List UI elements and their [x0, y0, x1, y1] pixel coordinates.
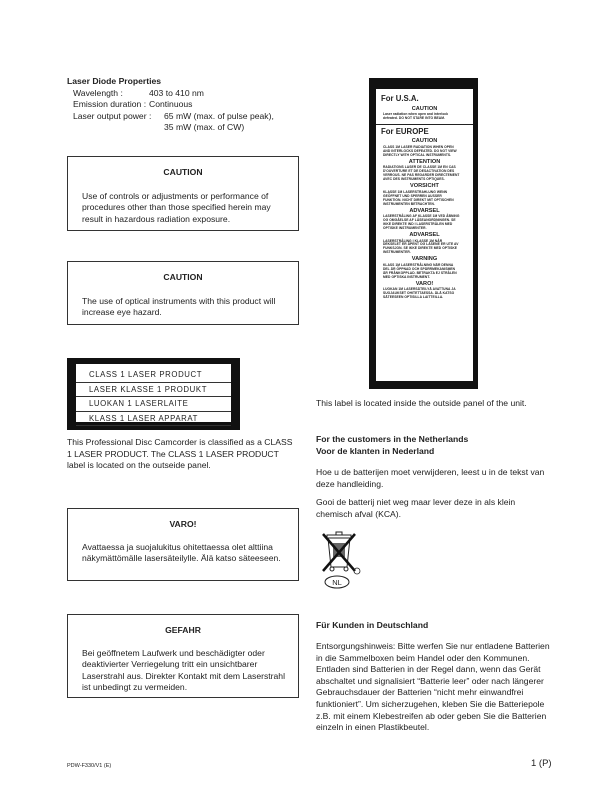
- eu-section-title: ATTENTION: [408, 158, 441, 165]
- netherlands-title-en: For the customers in the Netherlands: [316, 434, 469, 444]
- eu-section-text: LUOKAN 1M LASERSÄTEILYÄ AVATTUNA JA SUOJAUKSET OHITETTAESSA. ÄLÄ KATSO SÄTEESEEN OPTISILLA LAITTEILLA.: [383, 287, 456, 300]
- laser-properties-title: Laser Diode Properties: [67, 76, 162, 86]
- varo-title: VARO!: [169, 519, 197, 529]
- doc-code: PDW-F330/V1 (E): [67, 763, 112, 769]
- caution-title: CAUTION: [163, 167, 203, 177]
- label-location-text: This label is located inside the outside panel of the unit.: [316, 398, 527, 408]
- eu-section-text: KLASSE 1M LASERSTRAHLUNG WENN GEÖFFNET UND SPERREN AUSSER FUNKTION. NICHT DIREKT MIT OPTISCHEN INSTRUMENTEN BETRACHTEN.: [383, 189, 454, 206]
- laser-property-value: Continuous: [149, 99, 193, 110]
- caution-box-controls: [67, 156, 299, 231]
- netherlands-para-2: Gooi de batterij niet weg maar lever deze in als klein chemisch afval (KCA).: [316, 497, 516, 519]
- laser-property-value: 35 mW (max. of CW): [164, 122, 245, 133]
- laser-property-value: 65 mW (max. of pulse peak),: [164, 110, 274, 121]
- gefahr-title: GEFAHR: [165, 625, 201, 635]
- class1-label-line: LASER KLASSE 1 PRODUKT: [76, 383, 231, 398]
- netherlands-title-nl: Voor de klanten in Nederland: [316, 446, 435, 456]
- netherlands-para-1: Hoe u de batterijen moet verwijderen, leest u in de tekst van deze handleiding.: [316, 467, 545, 489]
- eu-section-text: CLASS 1M LASER RADIATION WHEN OPEN AND INTERLOCKS DEFEATED. DO NOT VIEW DIRECTLY WITH OPTICAL INSTRUMENTS.: [383, 145, 457, 157]
- caution-box-optical: [67, 261, 299, 325]
- gefahr-text: Bei geöffnetem Laufwerk und beschädigter oder deaktivierter Verriegelung tritt ein unsichtbarer Laserstrahl aus. Direkter Kontakt mit dem Laserstrahl ist unbedingt zu vermeiden.: [82, 647, 285, 693]
- laser-property-value: 403 to 410 nm: [149, 87, 204, 98]
- class1-label-line: LUOKAN 1 LASERLAITE: [76, 397, 231, 412]
- laser-property-key: [73, 122, 164, 134]
- classified-text: This Professional Disc Camcorder is classified as a CLASS 1 LASER PRODUCT. The CLASS 1 LASER PRODUCT label is located on the outseide panel.: [67, 437, 293, 471]
- eu-section-text: RADIATIONS LASER DE CLASSE 1M EN CAS D'OUVERTURE ET DE DESACTIVATION DES VERROUS. NE PAS REGARDER DIRECTEMENT AVEC DES INSTRUMENTS OPTIQUES.: [383, 165, 460, 182]
- eu-heading: For EUROPE: [381, 126, 429, 136]
- caution-text: Use of controls or adjustments or performance of procedures other than those specified herein may result in hazardous radiation exposure.: [82, 190, 271, 224]
- laser-property-row: [73, 99, 307, 111]
- eu-section-text: LASERSTRÅLING AF KLASSE 1M VED ÅBNING OG OMGÅELSE AF LÅSEANORDNINGEN. SE IKKE DIREKTE IND I LASERSTRÅLEN MED OPTISKE INSTRUMENTER.: [383, 214, 460, 231]
- eu-section-title: CAUTION: [411, 138, 438, 145]
- class1-label-line: KLASS 1 LASER APPARAT: [76, 412, 231, 427]
- eu-section-title: ADVARSEL: [409, 207, 440, 214]
- caution-title: CAUTION: [163, 272, 203, 282]
- eu-section-title: VARO!: [415, 280, 434, 287]
- laser-property-row: [73, 111, 307, 123]
- laser-property-row: [73, 88, 307, 100]
- laser-warning-label-content: [376, 89, 473, 381]
- laser-warning-label: [369, 78, 478, 389]
- caution-text: The use of optical instruments with this product will increase eye hazard.: [82, 295, 276, 318]
- laser-property-key: Laser output power :: [73, 110, 152, 121]
- laser-property-row: [73, 122, 307, 134]
- page-number: 1 (P): [531, 758, 552, 769]
- usa-caution-title: CAUTION: [411, 105, 438, 112]
- eu-section-title: VORSICHT: [410, 183, 439, 190]
- nl-mark: NL: [332, 578, 342, 587]
- varo-box: [67, 508, 299, 581]
- label-divider: [376, 124, 473, 125]
- laser-properties: [67, 76, 307, 134]
- class1-label-lines: [76, 364, 231, 422]
- eu-section-title: VARNING: [411, 256, 438, 263]
- usa-heading: For U.S.A.: [381, 94, 419, 103]
- varo-text: Avattaessa ja suojalukitus ohitettaessa olet alttiina näkymättömälle lasersäteilylle. Älä katso säteeseen.: [82, 541, 281, 564]
- class1-laser-label: [67, 358, 240, 430]
- laser-properties-rows: [73, 88, 307, 134]
- crossed-out-bin-icon: [315, 527, 369, 589]
- germany-para: Entsorgungshinweis: Bitte werfen Sie nur entladene Batterien in die Sammelboxen beim Handel oder den Kommunen. Entladen sind Batterien in der Regel dann, wenn das Gerät abschaltet und signalisiert “Batterie leer” oder nach längerer Gebrauchsdauer der Batterien “nicht mehr einwandfrei funktioniert”. Um sicherzugehen, kleben Sie die Batteriepole z.B. mit einem Klebestreifen ab oder geben Sie die Batterien einzeln in einen Plastikbeutel.: [316, 641, 550, 733]
- laser-property-key: Emission duration :: [73, 99, 147, 110]
- eu-sections: [379, 138, 470, 300]
- laser-property-key: Wavelength :: [73, 87, 123, 98]
- gefahr-box: [67, 614, 299, 698]
- usa-caution-text: Laser radiation when open and interlock defeated. DO NOT STARE INTO BEAM.: [383, 112, 449, 121]
- class1-label-line: CLASS 1 LASER PRODUCT: [76, 368, 231, 383]
- eu-section-title: ADVARSEL: [409, 231, 440, 238]
- eu-section-text: KLASS 1M LASERSTRÅLNING NÄR DENNA DEL ÄR ÖPPNAD OCH SPÄRRMEKANISMEN ÄR FRÅNKOPPLAD. BETRAKTA EJ STRÅLEN MED OPTISKA INSTRUMENT.: [383, 262, 457, 279]
- germany-title: Für Kunden in Deutschland: [316, 620, 429, 630]
- eu-section-text: LASERSTRÅLING I KLASSE 1M NÅR DEKSELET ER ÅPENT OG LÅSENE ER UTE AV FUNKSJON. SE IKKE DIREKTE MED OPTISKE INSTRUMENTER.: [383, 238, 459, 255]
